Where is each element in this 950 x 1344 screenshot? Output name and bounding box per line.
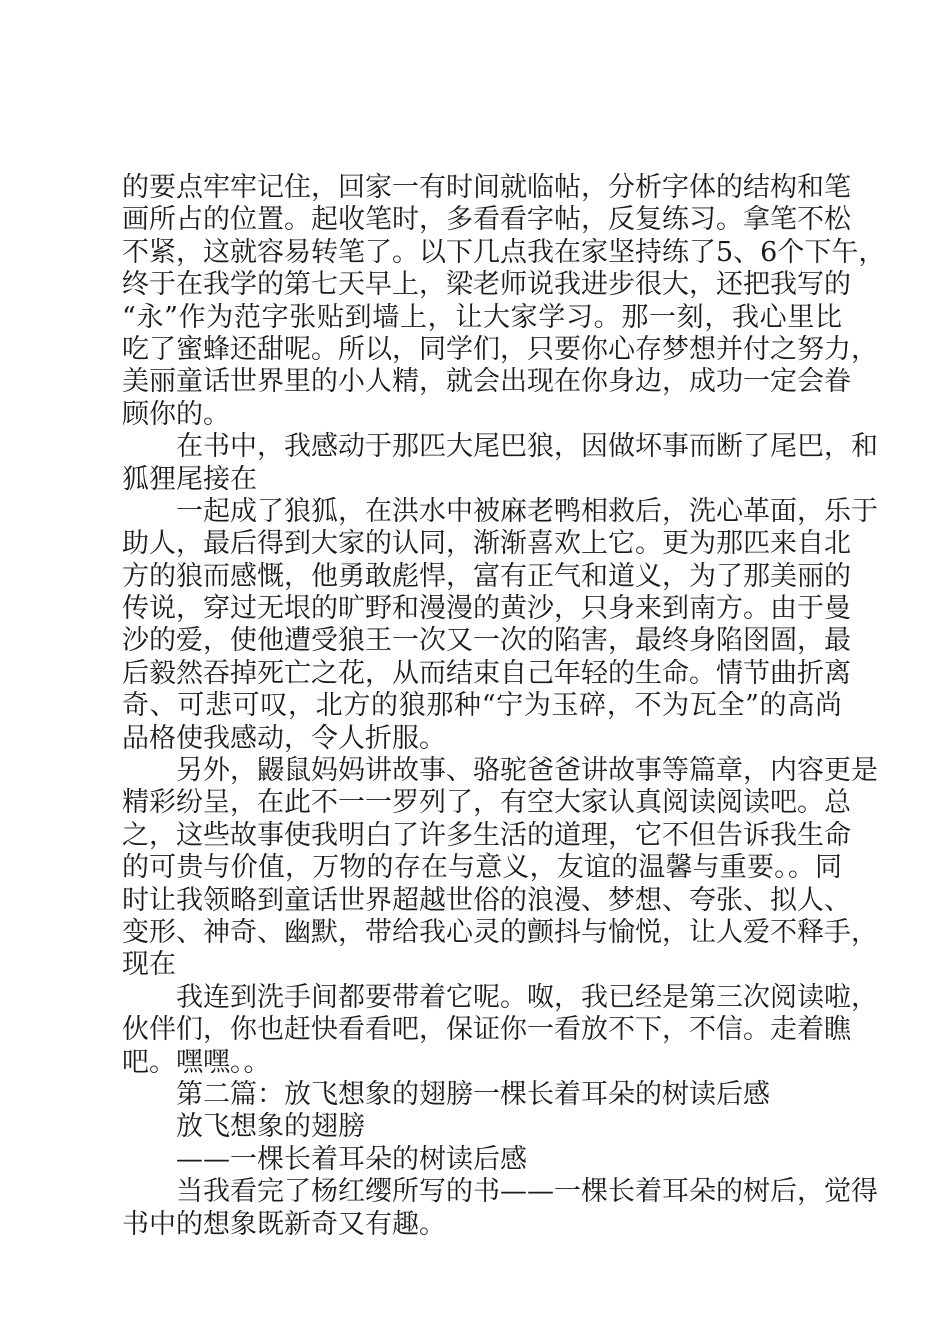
text-line: 吃了蜜蜂还甜呢。所以，同学们，只要你心存梦想并付之努力， (122, 333, 878, 365)
text-line: 画所占的位置。起收笔时，多看看字帖，反复练习。拿笔不松 (122, 204, 851, 236)
text-line: 第二篇：放飞想象的翅膀一棵长着耳朵的树读后感 (176, 1078, 770, 1110)
text-line: 后毅然吞掉死亡之花，从而结束自己年轻的生命。情节曲折离 (122, 657, 851, 689)
text-line: ——一棵长着耳朵的树读后感 (176, 1143, 527, 1175)
text-line: 方的狼而感慨，他勇敢彪悍，富有正气和道义，为了那美丽的 (122, 560, 851, 592)
text-line: 放飞想象的翅膀 (176, 1111, 365, 1143)
text-line: 精彩纷呈，在此不一一罗列了，有空大家认真阅读阅读吧。总 (122, 787, 851, 819)
text-line: “永”作为范字张贴到墙上，让大家学习。那一刻，我心里比 (122, 301, 842, 333)
text-line: 书中的想象既新奇又有趣。 (122, 1208, 446, 1240)
text-line: 不紧，这就容易转笔了。以下几点我在家坚持练了5、6个下午， (122, 236, 886, 268)
text-line: 传说，穿过无垠的旷野和漫漫的黄沙，只身来到南方。由于曼 (122, 593, 851, 625)
text-line: 美丽童话世界里的小人精，就会出现在你身边，成功一定会眷 (122, 366, 851, 398)
text-line: 沙的爱，使他遭受狼王一次又一次的陷害，最终身陷囹圄，最 (122, 625, 851, 657)
body-text (122, 172, 886, 1241)
text-line: 吧。嘿嘿。。 (122, 1046, 271, 1078)
text-line: 时让我领略到童话世界超越世俗的浪漫、梦想、夸张、拟人、 (122, 884, 851, 916)
text-line: 在书中，我感动于那匹大尾巴狼，因做坏事而断了尾巴，和 (176, 431, 878, 463)
text-line: 一起成了狼狐，在洪水中被麻老鸭相救后，洗心革面，乐于 (176, 495, 878, 527)
text-line: 狐狸尾接在 (122, 463, 257, 495)
text-line: 顾你的。 (122, 398, 230, 430)
text-line: 品格使我感动，令人折服。 (122, 722, 446, 754)
text-line: 奇、可悲可叹，北方的狼那种“宁为玉碎，不为瓦全”的高尚 (122, 690, 842, 722)
text-line: 的要点牢牢记住，回家一有时间就临帖，分析字体的结构和笔 (122, 172, 851, 203)
text-line: 变形、神奇、幽默，带给我心灵的颤抖与愉悦，让人爱不释手， (122, 916, 878, 948)
text-line: 之，这些故事使我明白了许多生活的道理，它不但告诉我生命 (122, 819, 851, 851)
text-line: 我连到洗手间都要带着它呢。呶，我已经是第三次阅读啦， (176, 981, 878, 1013)
text-line: 伙伴们，你也赶快看看吧，保证你一看放不下，不信。走着瞧 (122, 1014, 851, 1046)
text-line: 的可贵与价值，万物的存在与意义，友谊的温馨与重要。。同 (122, 852, 842, 884)
text-line: 另外，鼹鼠妈妈讲故事、骆驼爸爸讲故事等篇章，内容更是 (176, 755, 878, 787)
text-line: 助人，最后得到大家的认同，渐渐喜欢上它。更为那匹来自北 (122, 528, 851, 560)
text-line: 当我看完了杨红缨所写的书——一棵长着耳朵的树后，觉得 (176, 1176, 878, 1208)
text-line: 终于在我学的第七天早上，梁老师说我进步很大，还把我写的 (122, 269, 851, 301)
text-line: 现在 (122, 949, 176, 981)
